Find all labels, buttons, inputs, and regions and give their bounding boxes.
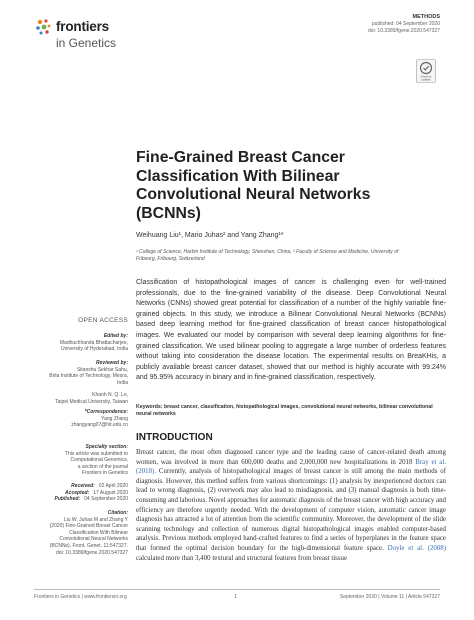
reviewer-name: Khanh N. Q. Le, — [92, 392, 128, 399]
citation-section — [34, 510, 128, 556]
citation-line: (2020) Fine-Grained Breast Cancer — [49, 523, 128, 530]
footer-journal-link[interactable]: Frontiers in Genetics | www.frontiersin.org — [34, 594, 127, 600]
received-date: 02 April 2020 — [98, 483, 128, 489]
logo-journal-name: in Genetics — [56, 36, 117, 50]
footer-issue-info: September 2020 | Volume 11 | Article 547327 — [339, 594, 440, 600]
citation-link[interactable]: Bray et al. (2018). — [136, 458, 446, 476]
journal-logo[interactable] — [34, 17, 144, 57]
reviewer-affiliation: India — [117, 379, 128, 386]
open-access-label: OPEN ACCESS — [78, 317, 128, 324]
page-number: 1 — [234, 594, 237, 600]
citation-link[interactable]: Doyle et al. (2008) — [387, 544, 447, 552]
published-date: published: 04 September 2020 — [371, 21, 440, 27]
published-label: Published: — [54, 496, 81, 503]
abstract-text: Classification of histopathological images of cancer is challenging even for well-trained professionals, due to the fine-grained variability of the disease. Deep Convolutional Neural Networks (CNNs) showed great potential for classification of a number of the highly variable fine-grained objects. In this study, we introduce a Bilinear Convolutional Neural Networks (BCNNs) based deep learning method for fine-grained classification of breast cancer histopathological images. We evaluated our model by comparison with several deep learning algorithms for fine-grained classification. We used bilinear pooling to aggregate a large number of orderless features without taking into consideration the disease location. The experimental results on BreaKHis, a publicly available breast cancer dataset, showed that our method is highly accurate with 99.24% and 95.95% accuracy in binary and in fine-grained classification, respectively. — [136, 279, 446, 382]
article-doi[interactable]: doi: 10.3389/fgene.2020.547327 — [367, 28, 440, 34]
citation-line: (BCNNs). Front. Genet. 11:547327. — [49, 542, 128, 549]
received-row — [34, 483, 128, 490]
reviewer-affiliation: Birla Institute of Technology, Mesra, — [49, 373, 128, 380]
svg-text:Check for: Check for — [420, 75, 432, 79]
article-type: METHODS — [412, 14, 440, 20]
correspondence-name: Yang Zhang — [101, 415, 128, 422]
correspondence-email[interactable]: zhangyang07@hit.edu.cn — [71, 422, 128, 429]
reviewer-affiliation: Taipei Medical University, Taiwan — [55, 398, 128, 405]
correspondence-section — [34, 409, 128, 429]
reviewed-by-label: Reviewed by: — [96, 360, 128, 366]
specialty-line: Frontiers in Genetics — [81, 470, 128, 477]
check-for-updates-icon[interactable] — [416, 59, 436, 83]
edited-by-label: Edited by: — [103, 333, 128, 339]
accepted-date: 17 August 2020 — [93, 489, 128, 496]
specialty-line: Computational Genomics, — [70, 457, 128, 464]
citation-line: Liu W, Juhas M and Zhang Y — [63, 516, 128, 523]
published-row — [34, 496, 128, 503]
editor-name: Madhuchhanda Bhattacharjee, — [59, 339, 128, 346]
citation-line: Classification With Bilinear — [69, 529, 128, 536]
specialty-line: This article was submitted to — [64, 450, 128, 457]
correspondence-label: *Correspondence: — [84, 409, 128, 415]
introduction-heading: INTRODUCTION — [136, 432, 213, 443]
article-meta — [368, 14, 440, 35]
editor-affiliation: University of Hyderabad, India — [61, 346, 128, 353]
accepted-row — [34, 490, 128, 497]
keywords-label: Keywords: — [136, 404, 163, 410]
introduction-text: Breast cancer, the most often diagnosed cancer type and the leading cause of cancer-related death among women, was involved in more than 600,000 deaths and 2,000,000 new hospitalizations in 2018 Bray et al. (2018). Currently, analysis of histopathological images of breast cancer is still among the main methods of diagnosis. However, this method suffers from various shortcomings: (1) analysis by inexperienced doctors can lead to wrong diagnosis, (2) overwork may also lead to misdiagnosis, and (3) manual diagnosis is both time-consuming and laborious. Novel approaches for automatic diagnosis of the breast cancer with high accuracy and efficiency are therefore urgently needed. With the development of computer vision, automatic cancer image diagnosis has attracted a lot of attention from the scientific community. Moreover, the development of the slide scanning technology and collection of numerous digital histopathological images enabled computer-based analysis. Previous methods employed hand-crafted features to find a series of hyperplanes in the feature space that formed the optimal decision boundary for the high-dimensional feature space. Doyle et al. (2008) calculated more than 3,400 textural and structural features from breast tissue — [136, 449, 447, 562]
reviewed-by-section — [34, 360, 128, 406]
keywords-list: breast cancer, classification, histopathological images, convolutional neural networks, bilinear convolutional neural networks — [136, 404, 433, 417]
published-date-side: 04 September 2020 — [84, 496, 128, 503]
citation-line: Convolutional Neural Networks — [59, 536, 128, 543]
article-title: Fine-Grained Breast Cancer Classification With Bilinear Convolutional Neural Networks (BCNNs) — [136, 149, 371, 222]
edited-by-section — [34, 333, 128, 353]
frontiers-logo-icon — [34, 17, 54, 37]
specialty-label: Specialty section: — [85, 444, 128, 450]
author-list: Weihuang Liu¹, Mario Juhas² and Yang Zhang¹* — [136, 232, 284, 239]
citation-label: Citation: — [107, 510, 128, 516]
received-label: Received: — [71, 483, 95, 489]
page-footer — [34, 589, 440, 600]
citation-doi[interactable]: doi: 10.3389/fgene.2020.547327 — [55, 549, 128, 556]
accepted-label: Accepted: — [65, 489, 90, 496]
dates-section — [34, 483, 128, 503]
logo-wordmark: frontiers — [56, 19, 109, 34]
keywords — [136, 404, 436, 418]
reviewer-name: Sitanshu Sekhar Sahu, — [76, 366, 128, 373]
specialty-line: a section of the journal — [77, 463, 128, 470]
specialty-section — [34, 444, 128, 477]
svg-text:updates: updates — [421, 78, 431, 82]
author-affiliations: ¹ College of Science, Harbin Institute of Technology, Shenzhen, China, ² Faculty of Science and Medicine, University of Fribourg, Fribourg, Switzerland — [136, 249, 399, 262]
